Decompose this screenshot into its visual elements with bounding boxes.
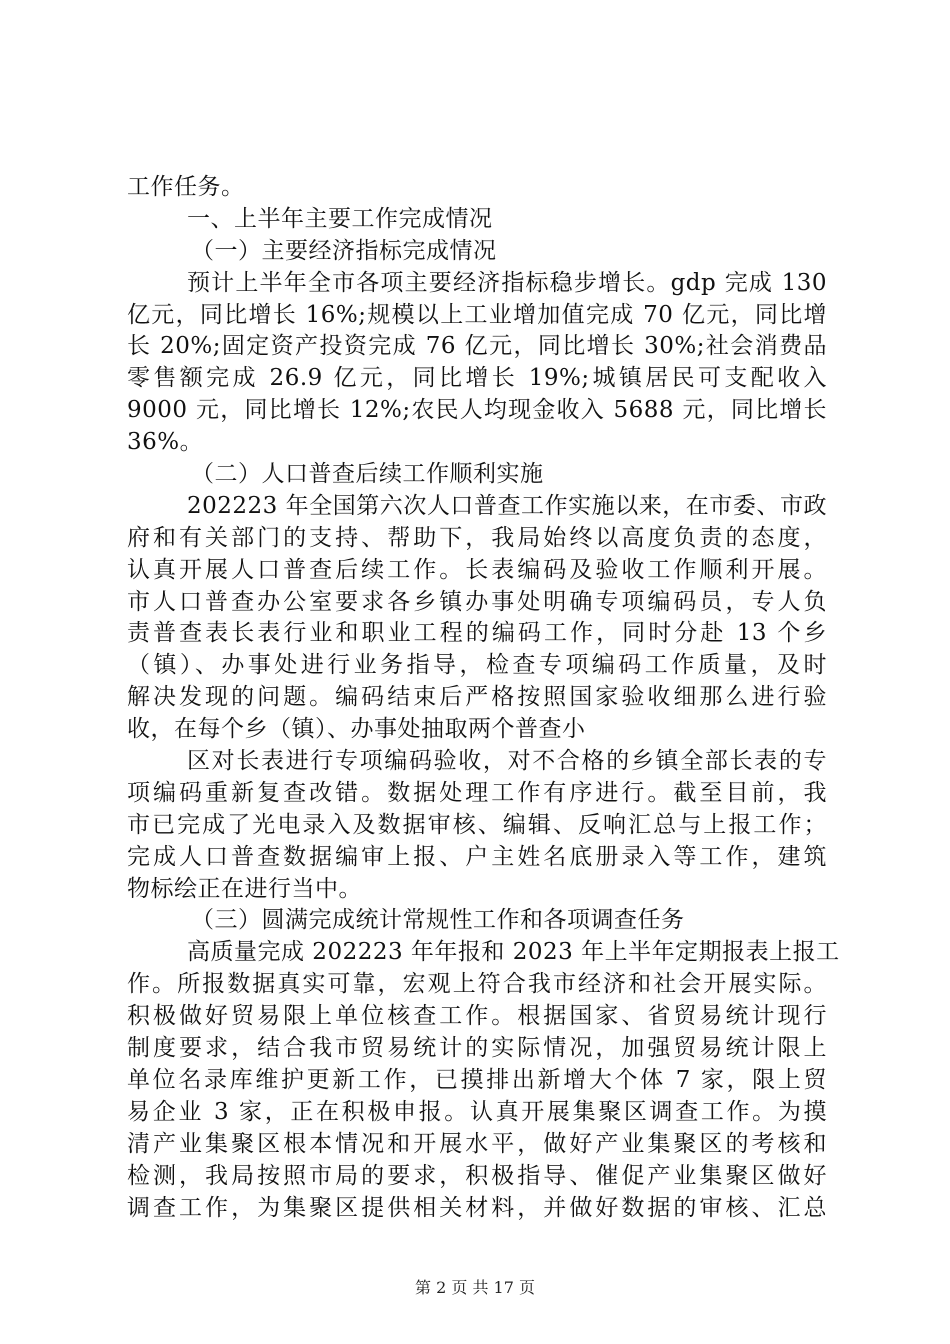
paragraph-line: 市已完成了光电录入及数据审核、编辑、反响汇总与上报工作； [127,811,827,838]
paragraph-line: 易企业 3 家，正在积极申报。认真开展集聚区调查工作。为摸 [127,1098,827,1125]
paragraph-line: 清产业集聚区根本情况和开展水平，做好产业集聚区的考核和 [127,1130,827,1157]
paragraph-line: 认真开展人口普查后续工作。长表编码及验收工作顺利开展。 [127,556,827,583]
page-number-footer: 第 2 页 共 17 页 [415,1278,535,1297]
paragraph-line: 项编码重新复查改错。数据处理工作有序进行。截至目前，我 [127,779,827,806]
subsection-heading: （三）圆满完成统计常规性工作和各项调查任务 [191,907,685,934]
paragraph-line: 完成人口普查数据编审上报、户主姓名底册录入等工作，建筑 [127,843,827,870]
paragraph-line: 制度要求，结合我市贸易统计的实际情况，加强贸易统计限上 [127,1035,827,1062]
subsection-heading: （二）人口普查后续工作顺利实施 [191,461,544,488]
paragraph-line: 9000 元，同比增长 12%;农民人均现金收入 5688 元，同比增长 [127,397,827,424]
paragraph-line: 责普查表长表行业和职业工程的编码工作，同时分赴 13 个乡 [127,620,827,647]
paragraph-line: 收，在每个乡（镇）、办事处抽取两个普查小 [127,716,586,743]
paragraph-line: 单位名录库维护更新工作，已摸排出新增大个体 7 家，限上贸 [127,1066,827,1093]
paragraph-line: 长 20%;固定资产投资完成 76 亿元，同比增长 30%;社会消费品 [127,333,827,360]
paragraph-line: 积极做好贸易限上单位核查工作。根据国家、省贸易统计现行 [127,1003,827,1030]
paragraph-line: 物标绘正在进行当中。 [127,875,362,902]
paragraph-line: 工作任务。 [127,174,245,200]
section-heading: 一、上半年主要工作完成情况 [187,205,493,232]
paragraph-line: 调查工作，为集聚区提供相关材料，并做好数据的审核、汇总 [127,1194,827,1221]
paragraph-line: 解决发现的问题。编码结束后严格按照国家验收细那么进行验 [127,684,827,711]
paragraph-line: 检测，我局按照市局的要求，积极指导、催促产业集聚区做好 [127,1162,827,1189]
document-body [127,172,840,1224]
paragraph-line: 202223 年全国第六次人口普查工作实施以来，在市委、市政 [187,492,827,519]
paragraph-line: 区对长表进行专项编码验收，对不合格的乡镇全部长表的专 [187,748,827,775]
paragraph-line: 36%。 [127,429,204,456]
paragraph-line: 作。所报数据真实可靠，宏观上符合我市经济和社会开展实际。 [127,971,827,998]
paragraph-line: 零售额完成 26.9 亿元，同比增长 19%;城镇居民可支配收入 [127,365,827,392]
paragraph-line: 市人口普查办公室要求各乡镇办事处明确专项编码员，专人负 [127,588,827,615]
paragraph-line: 亿元，同比增长 16%;规模以上工业增加值完成 70 亿元，同比增 [127,301,827,328]
paragraph-line: 府和有关部门的支持、帮助下，我局始终以高度负责的态度， [127,524,827,551]
subsection-heading: （一）主要经济指标完成情况 [191,237,497,264]
paragraph-line: 预计上半年全市各项主要经济指标稳步增长。gdp 完成 130 [187,269,827,296]
paragraph-line: （镇）、办事处进行业务指导，检查专项编码工作质量，及时 [127,652,827,679]
paragraph-line: 高质量完成 202223 年年报和 2023 年上半年定期报表上报工 [187,939,840,966]
